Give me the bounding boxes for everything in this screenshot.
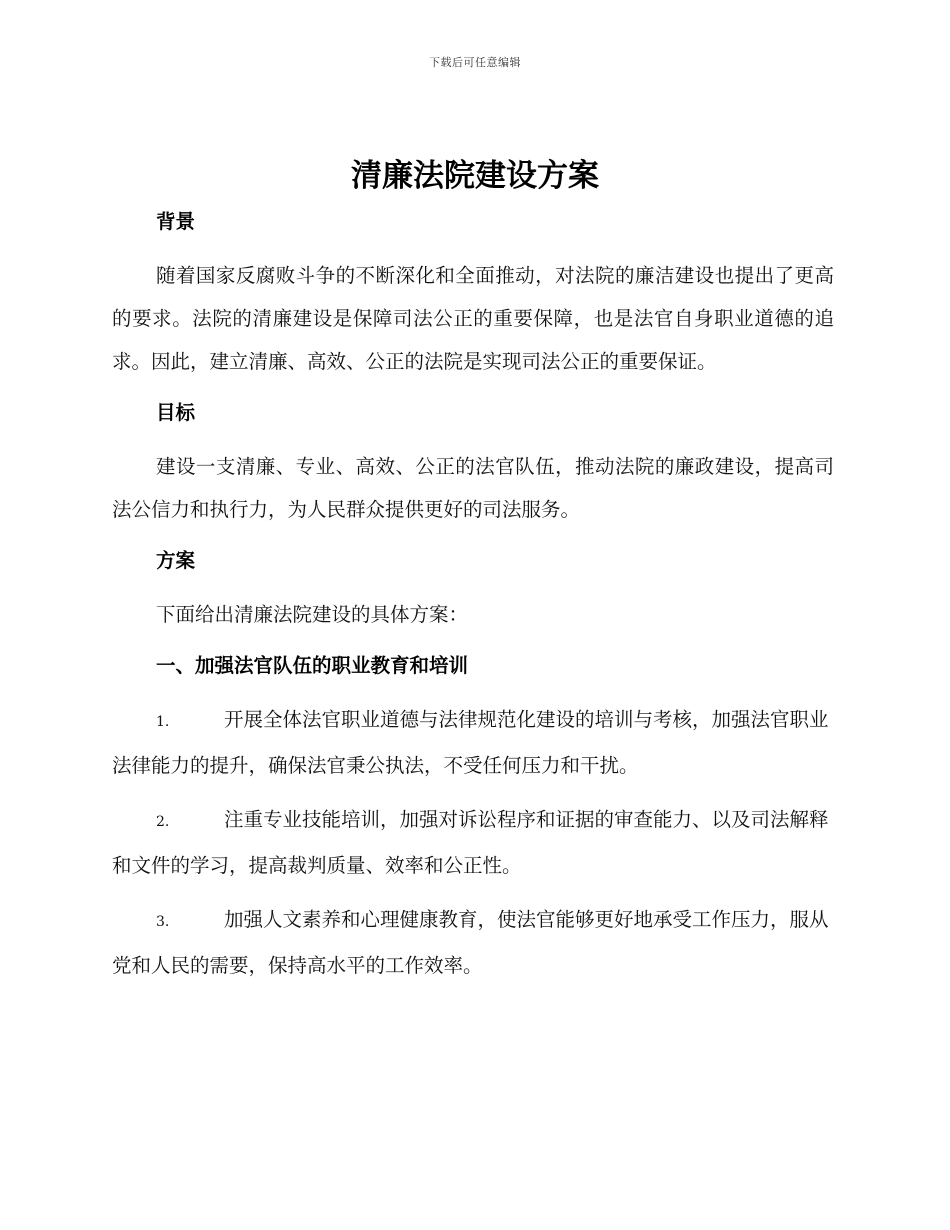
page-header: 下载后可任意编辑	[429, 56, 521, 69]
section-heading-part1: 一、加强法官队伍的职业教育和培训	[156, 654, 469, 677]
section-heading-plan: 方案	[156, 549, 196, 572]
paragraph-plan-intro: 下面给出清廉法院建设的具体方案：	[156, 603, 469, 626]
document-title: 清廉法院建设方案	[351, 158, 599, 194]
list-item-number: 2.	[156, 814, 170, 830]
list-item-number: 1.	[156, 714, 170, 730]
list-item	[112, 798, 834, 887]
paragraph-goal: 建设一支清廉、专业、高效、公正的法官队伍，推动法院的廉政建设，提高司法公信力和执行力，为人民群众提供更好的司法服务。	[112, 455, 834, 521]
list-item-text: 开展全体法官职业道德与法律规范化建设的培训与考核，加强法官职业法律能力的提升，确保法官秉公执法，不受任何压力和干扰。	[112, 708, 829, 777]
section-heading-goal: 目标	[156, 401, 196, 424]
list-item-text: 注重专业技能培训，加强对诉讼程序和证据的审查能力、以及司法解释和文件的学习，提高裁判质量、效率和公正性。	[112, 808, 829, 877]
paragraph-background: 随着国家反腐败斗争的不断深化和全面推动，对法院的廉洁建设也提出了更高的要求。法院的清廉建设是保障司法公正的重要保障，也是法官自身职业道德的追求。因此，建立清廉、高效、公正的法院是实现司法公正的重要保证。	[112, 264, 834, 373]
list-item-text: 加强人文素养和心理健康教育，使法官能够更好地承受工作压力，服从党和人民的需要，保持高水平的工作效率。	[112, 908, 829, 977]
list-item	[112, 698, 834, 787]
section-heading-background: 背景	[156, 210, 196, 233]
list-item	[112, 898, 834, 987]
document-body	[112, 200, 834, 987]
list-item-number: 3.	[156, 914, 170, 930]
